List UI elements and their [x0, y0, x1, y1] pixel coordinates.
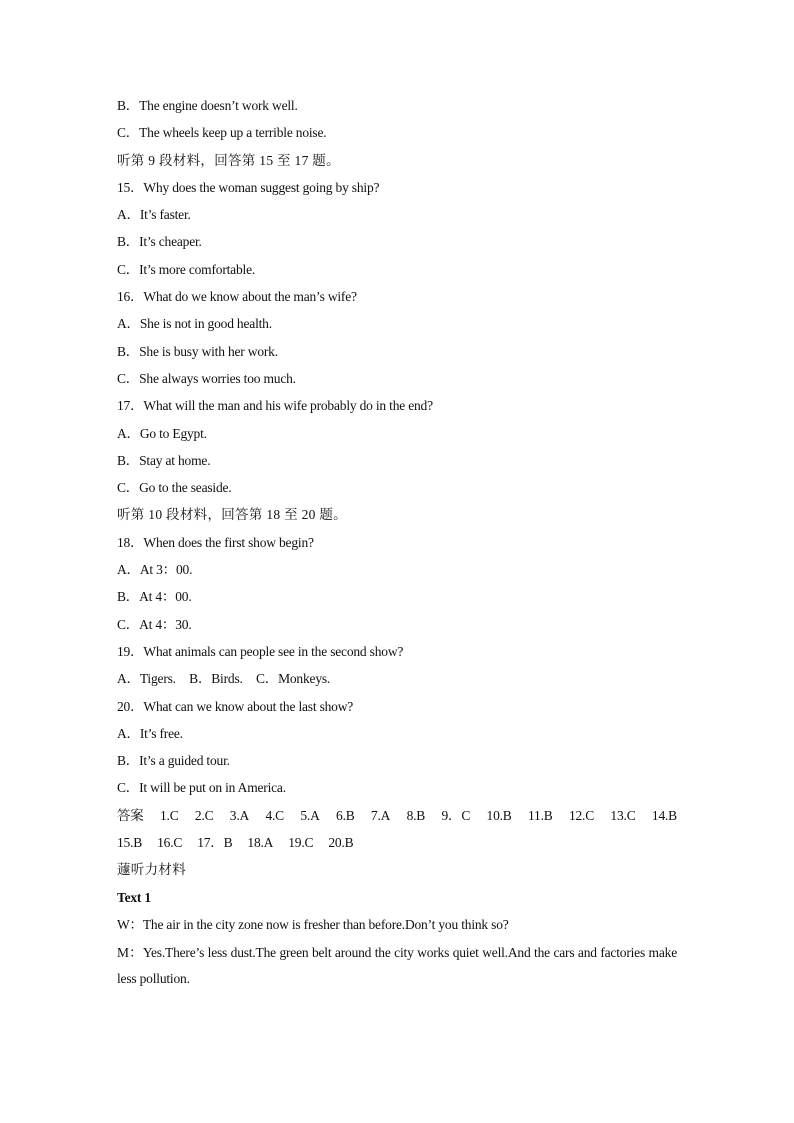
answer-item: 10.B: [486, 807, 512, 823]
document-page: [117, 93, 677, 992]
option-c-q17: C．Go to the seaside.: [117, 480, 232, 496]
option-b-q18: B．At 4：00.: [117, 589, 192, 605]
answer-item: 14.B: [651, 807, 677, 823]
question-19: 19．What animals can people see in the second show?: [117, 643, 404, 659]
question-17: 17．What will the man and his wife probably do in the end?: [117, 398, 433, 414]
option-c-q16: C．She always worries too much.: [117, 370, 296, 386]
answer-item: 17．B: [197, 835, 233, 851]
option-c-q15: C．It’s more comfortable.: [117, 261, 256, 277]
option-c-q18: C．At 4：30.: [117, 616, 192, 632]
answer-key-row-2: [117, 830, 677, 857]
answer-key-label: 答案: [117, 807, 144, 823]
option-a-q16: A．She is not in good health.: [117, 316, 272, 332]
answer-item: 5.A: [300, 807, 320, 823]
answer-item: 9．C: [441, 807, 471, 823]
option-a-q15: A．It’s faster.: [117, 207, 191, 223]
answer-item: 20.B: [328, 835, 354, 851]
options-q19: A．Tigers. B．Birds. C．Monkeys.: [117, 671, 331, 687]
answer-item: 4.C: [265, 807, 284, 823]
answer-item: 15.B: [117, 835, 143, 851]
answer-item: 18.A: [247, 835, 274, 851]
answer-item: 16.C: [157, 835, 183, 851]
answer-key-row-1: [117, 803, 677, 830]
option-b-q20: B．It’s a guided tour.: [117, 753, 230, 769]
dialogue-line-m: M：Yes.There’s less dust.The green belt around the city works quiet well.And the cars and factories make less pollution.: [117, 945, 677, 987]
answer-item: 13.C: [610, 807, 636, 823]
answer-item: 1.C: [159, 807, 179, 823]
text-title: Text 1: [117, 889, 151, 905]
section-instruction-10: 听第 10 段材料，回答第 18 至 20 题。: [117, 507, 347, 523]
option-c-q14: C．The wheels keep up a terrible noise.: [117, 125, 327, 141]
answer-item: 19.C: [288, 835, 314, 851]
question-16: 16．What do we know about the man’s wife?: [117, 289, 357, 305]
option-b-q15: B．It’s cheaper.: [117, 234, 202, 250]
answer-item: 7.A: [370, 807, 391, 823]
question-15: 15．Why does the woman suggest going by ship?: [117, 179, 380, 195]
section-instruction-9: 听第 9 段材料，回答第 15 至 17 题。: [117, 152, 340, 168]
option-b-q14: B．The engine doesn’t work well.: [117, 98, 298, 113]
option-b-q17: B．Stay at home.: [117, 452, 211, 468]
answer-item: 6.B: [336, 807, 355, 823]
option-a-q17: A．Go to Egypt.: [117, 425, 207, 441]
dialogue-line-w: W：The air in the city zone now is fresher than before.Don’t you think so?: [117, 916, 509, 932]
option-c-q20: C．It will be put on in America.: [117, 780, 286, 796]
option-b-q16: B．She is busy with her work.: [117, 343, 278, 359]
answer-item: 12.C: [568, 807, 595, 823]
section-heading: 蘧听力材料: [117, 862, 186, 878]
question-18: 18．When does the first show begin?: [117, 534, 314, 550]
answer-item: 8.B: [406, 807, 426, 823]
option-a-q18: A．At 3：00.: [117, 562, 193, 578]
answer-item: 3.A: [229, 807, 250, 823]
option-a-q20: A．It’s free.: [117, 725, 183, 741]
answer-item: 11.B: [527, 807, 553, 823]
answer-item: 2.C: [194, 807, 214, 823]
question-20: 20．What can we know about the last show?: [117, 698, 354, 714]
